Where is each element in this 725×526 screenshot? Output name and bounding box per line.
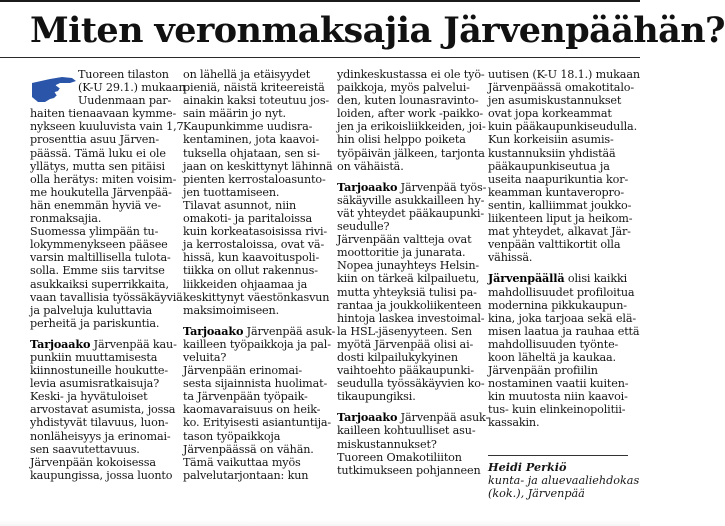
author-name: Heidi Perkiö bbox=[488, 460, 567, 474]
text-line: maksimoimiseen. bbox=[183, 303, 279, 317]
text-line: sain määrin jo nyt. bbox=[183, 107, 286, 121]
text-line: päässä. Tämä luku ei ole bbox=[30, 146, 166, 160]
text-line: jen tuottamiseen. bbox=[183, 185, 280, 199]
text-line: hintoja laskea investoimal- bbox=[337, 311, 485, 325]
text-line: Järvenpään valtteja ovat bbox=[337, 233, 472, 247]
text-line: ovat jopa korkeammat bbox=[488, 107, 612, 121]
text-line: kailleen kohtuulliset asu- bbox=[337, 424, 476, 438]
text-line: kassakin. bbox=[488, 416, 540, 430]
text-line: liikkeiden ohjaamaa ja bbox=[183, 277, 308, 291]
text-line: paikkoja, myös palvelui- bbox=[337, 81, 470, 95]
text-line: levia asumisratkaisuja? bbox=[30, 377, 160, 391]
text-line: Nopea junayhteys Helsin- bbox=[337, 259, 480, 273]
text-line: vaan tavallisia työssäkäyviä bbox=[30, 290, 183, 304]
text-line: venpään valttikortit olla bbox=[488, 238, 621, 252]
author-role-line-1: kunta- ja aluevaaliehdokas bbox=[488, 474, 640, 487]
text-line: Uudenmaan par- bbox=[78, 94, 172, 108]
text-line: seudulle? bbox=[337, 220, 390, 234]
column-4 bbox=[488, 68, 638, 430]
author-role-line-2: (kok.), Järvenpää bbox=[488, 487, 585, 501]
text-line: keskittynyt väestönkasvun bbox=[183, 290, 330, 304]
text-line: hissä, kun kaavoituspoli- bbox=[183, 251, 320, 265]
column-3 bbox=[337, 68, 490, 477]
text-line: sesta sijainnista huolimat- bbox=[183, 377, 328, 391]
text-line: Tarjoaako Järvenpää työs- bbox=[337, 179, 487, 194]
text-line: Tarjoaako Järvenpää kau- bbox=[30, 336, 177, 351]
text-line: myötä Järvenpää olisi ai- bbox=[337, 337, 474, 351]
text-line: ta Järvenpään työpaik- bbox=[183, 390, 308, 404]
text-line: ja palveluja kuluttavia bbox=[30, 303, 153, 317]
text-line: yhdistyvät tilavuus, luon- bbox=[30, 416, 169, 430]
text-line: olla herätys: miten voisim- bbox=[30, 172, 177, 186]
text-line: kaomavaraisuus on heik- bbox=[183, 403, 321, 417]
text-line: Järvenpään kokoisessa bbox=[30, 455, 156, 469]
text-line: miskustannukset? bbox=[337, 437, 437, 451]
text-line: vaihtoehto pääkaupunki- bbox=[337, 364, 475, 378]
text-line: Tarjoaako Järvenpää asuk- bbox=[183, 323, 336, 338]
text-line: hin olisi helppo poiketa bbox=[337, 133, 466, 147]
text-line: koon läheltä ja kaukaa. bbox=[488, 350, 616, 364]
text-line: säkäyville asukkailleen hy- bbox=[337, 193, 485, 207]
text-line: pieniä, näistä kriteereistä bbox=[183, 81, 325, 95]
lead-word: Järvenpäällä bbox=[488, 271, 565, 286]
text-line: Tuoreen tilaston bbox=[78, 68, 169, 81]
text-line: modernina pikkukaupun- bbox=[488, 298, 627, 312]
text-line: tason työpaikkoja bbox=[183, 429, 281, 443]
text-line: Tämä vaikuttaa myös bbox=[183, 455, 301, 469]
text-line: moottoritie ja junarata. bbox=[337, 246, 466, 260]
text-line: Tuoreen Omakotiliiton bbox=[337, 450, 462, 464]
text-line: kuin korkeatasoisissa rivi- bbox=[183, 225, 328, 239]
text-line: lokymmenykseen pääsee bbox=[30, 238, 168, 252]
text-line: nykseen kuuluvista vain 1,7 bbox=[30, 120, 184, 134]
text-line: keamman kuntaveropro- bbox=[488, 185, 624, 199]
text-line: pienten kerrostaloasunto- bbox=[183, 172, 326, 186]
text-line: mat yhteydet, alkavat Jär- bbox=[488, 225, 631, 239]
text-line: ydinkeskustassa ei ole työ- bbox=[337, 68, 485, 81]
lead-word: Tarjoaako bbox=[337, 179, 398, 194]
text-line: yllätys, mutta sen pitäisi bbox=[30, 159, 165, 173]
title-rule bbox=[0, 57, 640, 58]
text-line: mahdollisuuden työnte- bbox=[488, 337, 619, 351]
text-line: jen asumiskustannukset bbox=[488, 94, 622, 108]
text-line: vät yhteydet pääkaupunki- bbox=[337, 206, 484, 220]
column-1 bbox=[30, 68, 186, 482]
text-line: Järvenpään profiilin bbox=[488, 364, 598, 378]
text-line: uutisen (K-U 18.1.) mukaan bbox=[488, 68, 640, 81]
text-line: la HSL-jäsenyyteen. Sen bbox=[337, 324, 472, 338]
text-line: ainakin kaksi toteutuu jos- bbox=[183, 94, 330, 108]
text-line: seudulla työssäkäyvien ko- bbox=[337, 377, 485, 391]
text-line: nostaminen vaatii kuiten- bbox=[488, 377, 629, 391]
text-line: Järvenpäässä on vähän. bbox=[183, 442, 314, 456]
text-line: misen laatua ja rauhaa että bbox=[488, 324, 640, 338]
text-line: useita naapurikuntia kor- bbox=[488, 172, 629, 186]
text-line: loiden, after work -paikko- bbox=[337, 107, 484, 121]
text-line: sen saavutettavuus. bbox=[30, 442, 140, 456]
lead-word: Tarjoaako bbox=[30, 336, 91, 351]
text-line: kentaminen, jota kaavoi- bbox=[183, 133, 319, 147]
text-line: sentin, kalliimmat joukko- bbox=[488, 198, 632, 212]
text-line: mahdollisuudet profiloitua bbox=[488, 285, 635, 299]
top-rule bbox=[0, 0, 640, 2]
text-line: Kaupunkimme uudisra- bbox=[183, 120, 313, 134]
column-2 bbox=[183, 68, 336, 482]
text-line: Kun korkeisiin asumis- bbox=[488, 133, 614, 147]
text-line: Järvenpäällä olisi kaikki bbox=[488, 271, 628, 286]
text-line: Järvenpään erinomai- bbox=[183, 364, 303, 378]
text-line: pääkaupunkiseutua ja bbox=[488, 159, 610, 173]
text-line: on lähellä ja etäisyydet bbox=[183, 68, 311, 81]
text-line: dosti kilpailukykyinen bbox=[337, 350, 458, 364]
text-line: haiten tienaavaan kymme- bbox=[30, 107, 177, 121]
text-line: Keski- ja hyvätuloiset bbox=[30, 390, 148, 404]
text-line: ko. Erityisesti asiantuntija- bbox=[183, 416, 332, 430]
text-line: me houkutella Järvenpää- bbox=[30, 185, 172, 199]
article-title: Miten veronmaksajia Järvenpäähän? bbox=[30, 10, 725, 51]
text-line: omakoti- ja paritaloissa bbox=[183, 212, 313, 226]
text-line: kailleen työpaikkoja ja pal- bbox=[183, 337, 331, 351]
text-line: palvelutarjontaan: kun bbox=[183, 468, 309, 482]
text-line: jaan on keskittynyt lähinnä bbox=[183, 159, 333, 173]
text-line: Tilavat asunnot, niin bbox=[183, 198, 297, 212]
text-line: veluita? bbox=[183, 350, 227, 364]
signature-rule bbox=[488, 455, 628, 456]
text-line: tuksella ohjataan, sen si- bbox=[183, 146, 320, 160]
text-line: ronmaksajia. bbox=[30, 212, 102, 226]
text-line: (K-U 29.1.) mukaan bbox=[78, 81, 186, 95]
bottom-edge bbox=[0, 520, 640, 526]
lead-word: Tarjoaako bbox=[183, 323, 244, 338]
text-line: mutta yhteyksiä tulisi pa- bbox=[337, 285, 477, 299]
text-line: kuin pääkaupunkiseudulla. bbox=[488, 120, 637, 134]
author-role bbox=[488, 474, 639, 500]
text-line: tutkimukseen pohjanneen bbox=[337, 463, 481, 477]
text-line: asukkaiksi superrikkaita, bbox=[30, 277, 169, 291]
text-line: tus- kuin elinkeinopolitii- bbox=[488, 403, 626, 417]
text-line: kaupungissa, jossa luonto bbox=[30, 468, 173, 482]
text-line: vähissä. bbox=[488, 251, 533, 265]
text-line: ja kerrostaloissa, ovat vä- bbox=[183, 238, 325, 252]
text-line: kina, joka tarjoaa sekä elä- bbox=[488, 311, 636, 325]
text-line: arvostavat asumista, jossa bbox=[30, 403, 176, 417]
text-line: jen ja erikoisliikkeiden, joi- bbox=[337, 120, 486, 134]
text-line: kustannuksiin yhdistää bbox=[488, 146, 616, 160]
text-line: tiikka on ollut rakennus- bbox=[183, 264, 318, 278]
text-line: työpäivän jälkeen, tarjonta bbox=[337, 146, 485, 160]
text-line: kin muutosta niin kaavoi- bbox=[488, 390, 628, 404]
text-line: rantaa ja joukkoliikenteen bbox=[337, 298, 482, 312]
text-line: varsin maltillisella tulota- bbox=[30, 251, 171, 265]
text-line: Järvenpäässä omakotitalo- bbox=[488, 81, 634, 95]
text-line: on vähäistä. bbox=[337, 159, 404, 173]
text-line: nonläheisyys ja erinomai- bbox=[30, 429, 171, 443]
text-line: Tarjoaako Järvenpää asuk- bbox=[337, 410, 490, 425]
text-line: den, kuten lounasravinto- bbox=[337, 94, 479, 108]
text-line: Suomessa ylimpään tu- bbox=[30, 225, 159, 239]
text-line: kiin on tärkeä kilpailuetu, bbox=[337, 272, 480, 286]
text-line: prosenttia asuu Järven- bbox=[30, 133, 159, 147]
lead-word: Tarjoaako bbox=[337, 410, 398, 425]
text-line: liikenteen liput ja heikom- bbox=[488, 212, 633, 226]
text-line: tikaupungiksi. bbox=[337, 390, 416, 404]
text-line: perheitä ja pariskuntia. bbox=[30, 316, 160, 330]
text-line: punkiin muuttamisesta bbox=[30, 350, 158, 364]
text-line: hän enemmän hyviä ve- bbox=[30, 198, 161, 212]
text-line: kiinnostuneille houkutte- bbox=[30, 364, 169, 378]
text-line: solla. Emme siis tarvitse bbox=[30, 264, 165, 278]
